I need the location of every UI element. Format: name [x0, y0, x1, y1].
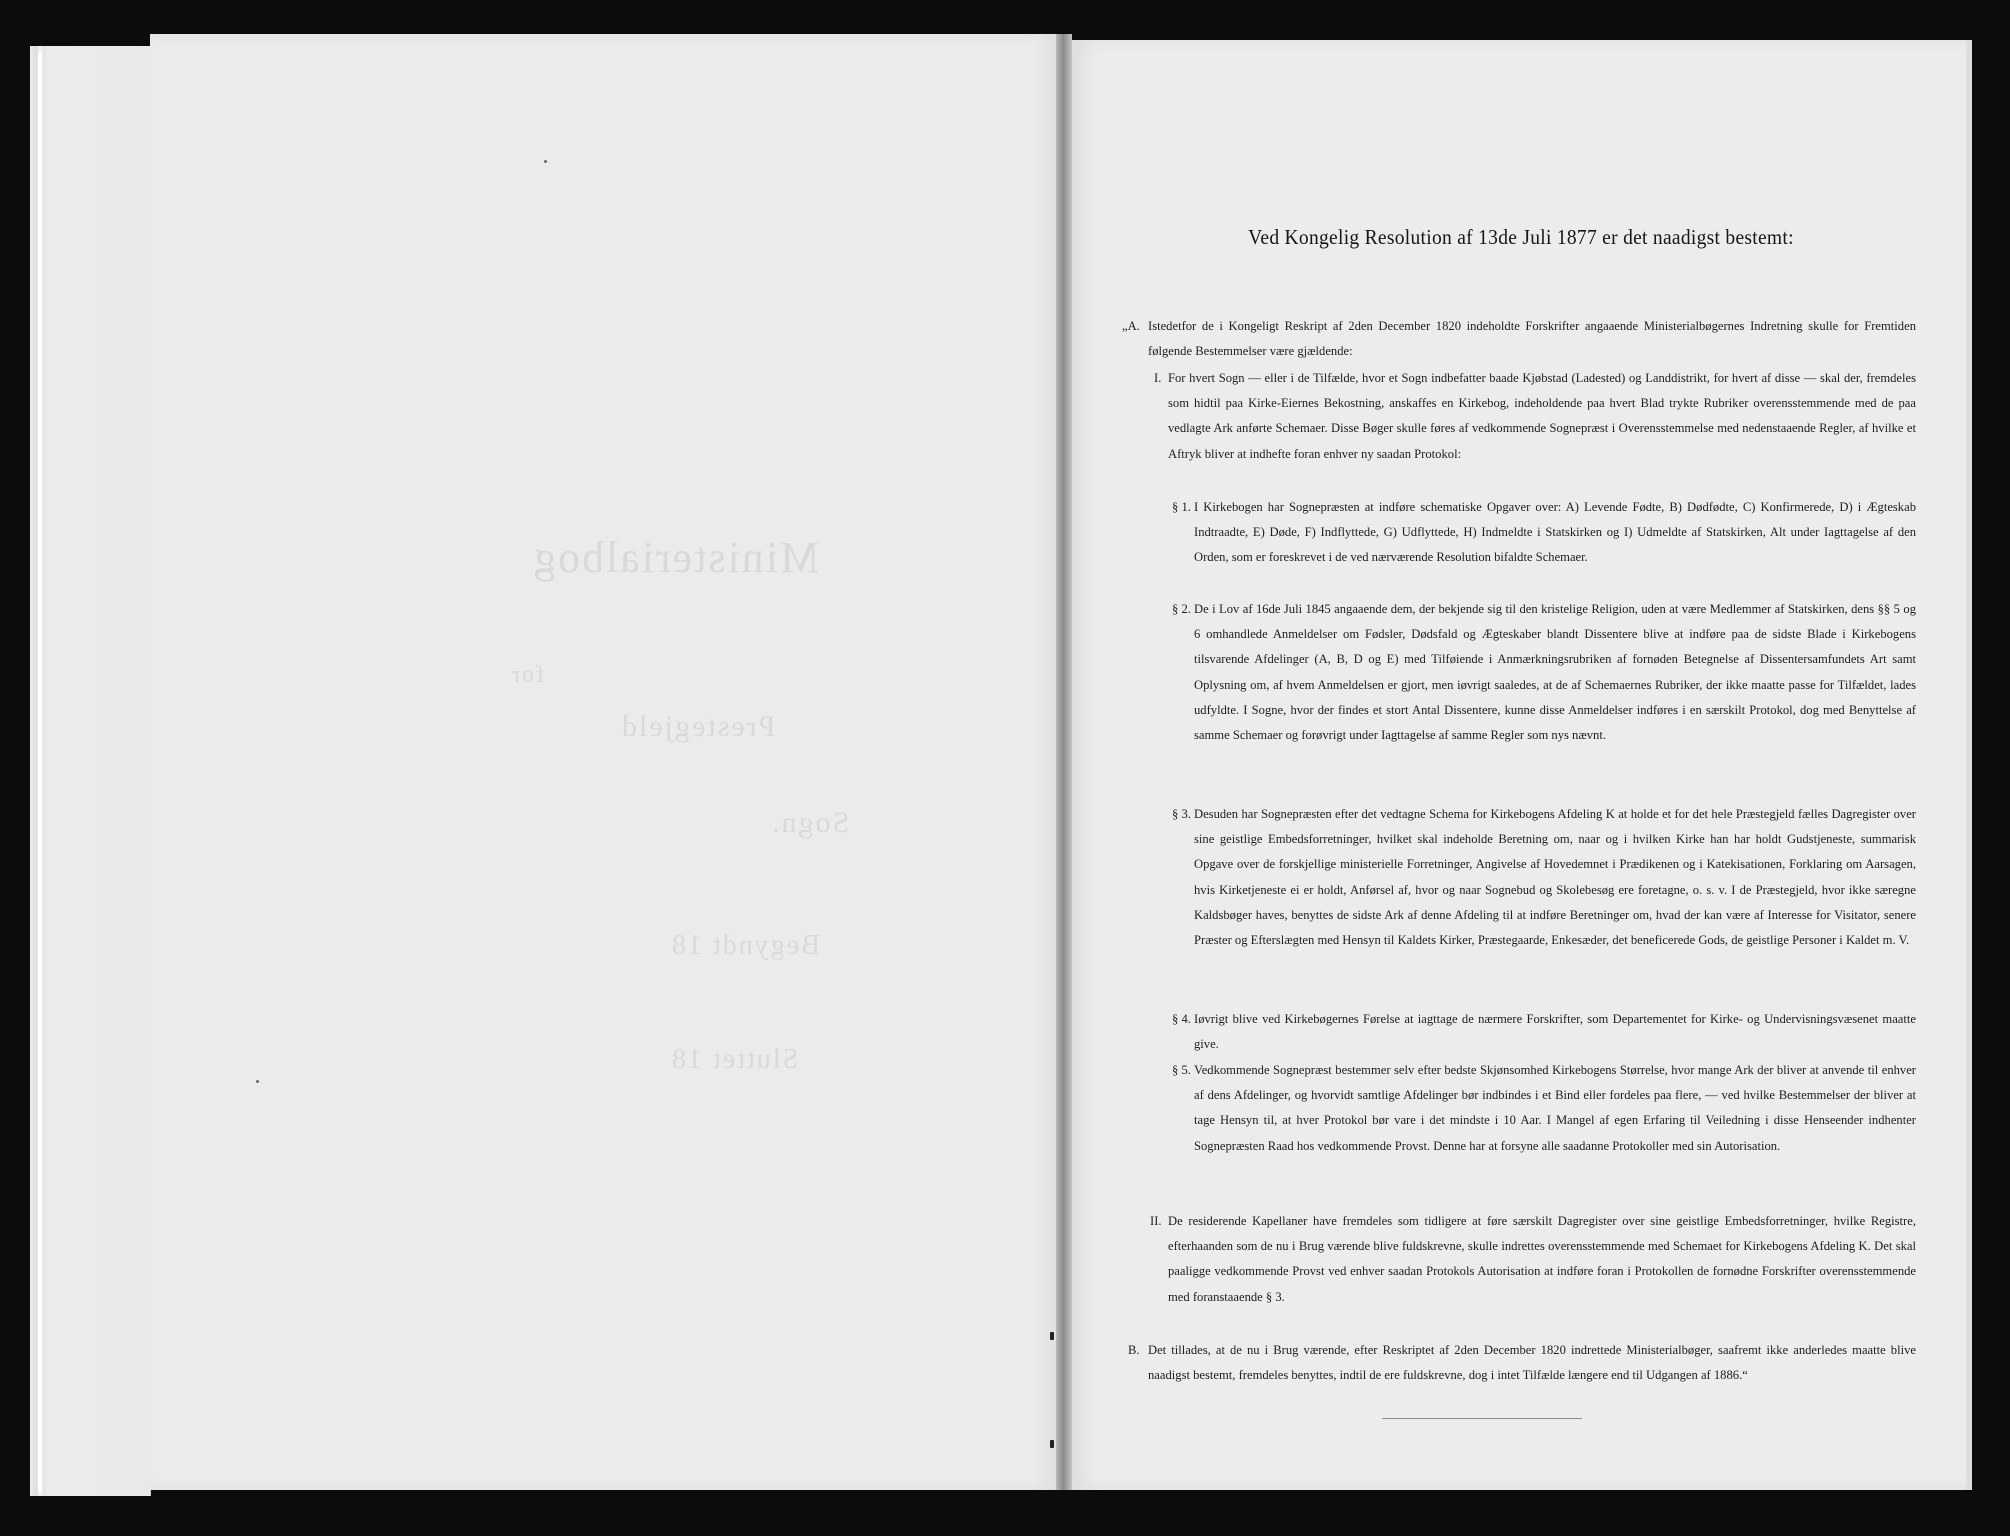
item-2 [1150, 1209, 1916, 1310]
paragraph-marker: § 4. [1172, 1012, 1191, 1026]
paragraph-marker: § 2. [1172, 602, 1191, 616]
binding-mark [1050, 1440, 1054, 1448]
page-title: Ved Kongelig Resolution af 13de Juli 1877 er det naadigst bestemt: [1248, 225, 1794, 249]
bleed-through-text: Ministerialbog [532, 533, 820, 582]
page-edge [1966, 40, 1972, 1490]
item-1 [1154, 366, 1916, 467]
bleed-through-text: Sluttet 18 [670, 1044, 799, 1075]
paragraph-marker: § 5. [1172, 1063, 1191, 1077]
paragraph-text: Desuden har Sognepræsten efter det vedtagne Schema for Kirkebogens Afdeling K at holde et for det hele Præstegjeld fælles Dagregister over sine geistlige Embedsforretninger, hvilket skal indeholde Beretning om, naar og i hvilken Kirke han har holdt Gudstjeneste, summarisk Opgave over de forskjellige ministerielle Forretninger, Angivelse af Hovedemnet i Prædikenen og i Katekisationen, Forklaring om Aarsagen, hvis Kirketjeneste ei er holdt, Anførsel af, hvor og naar Sognebud og Skolebesøg ere foretagne, o. s. v. I de Præstegjeld, hvor ikke særegne Kaldsbøger haves, benyttes de sidste Ark af denne Afdeling til at indføre Beretninger om, hvad der kan være af Interesse for Visitator, senere Præster og Efterslægten med Hensyn til Kaldets Kirker, Præstegaarde, Enkesæder, det beneficerede Gods, de geistlige Personer i Kaldet m. V. [1194, 807, 1916, 948]
paragraph-1 [1172, 495, 1916, 571]
book-cover-stack [30, 46, 151, 1496]
paragraph-text: De i Lov af 16de Juli 1845 angaaende dem, der bekjende sig til den kristelige Religion, uden at være Medlemmer af Statskirken, dens §§ 5 og 6 omhandlede Anmeldelser om Fødsler, Dødsfald og Ægteskaber blandt Dissentere blive at indføre paa de sidste Blade i Kirkebogens tilsvarende Afdelinger (A, B, D og E) med Tilføiende i Anmærkningsrubriken af fornøden Betegnelse af Dissentersamfundets Art samt Oplysning om, af hvem Anmeldelsen er gjort, men iøvrigt saaledes, at de af Schemaernes Rubriker, der ikke maatte passe for Tilfældet, lades udfyldte. I Sogne, hvor der findes et stort Antal Dissentere, kunne disse Anmeldelser indføres i en særskilt Protokol, dog med Benyttelse af samme Schemaer og forøvrigt under Iagttagelse af samme Regler som nys nævnt. [1194, 602, 1916, 743]
paragraph-text: I Kirkebogen har Sognepræsten at indføre schematiske Opgaver over: A) Levende Fødte, B) Dødfødte, C) Konfirmerede, D) i Ægteskab Indtraadte, E) Døde, F) Indflyttede, G) Udflyttede, H) Indmeldte i Statskirken og I) Udmeldte af Statskirken, Alt under Iagttagelse af den Orden, som er foreskrevet i de ved nærværende Resolution bifaldte Schemaer. [1194, 500, 1916, 565]
paragraph-4 [1172, 1007, 1916, 1057]
paragraph-text: Iøvrigt blive ved Kirkebøgernes Førelse at iagttage de nærmere Forskrifter, som Departementet for Kirke- og Undervisningsvæsenet maatte give. [1194, 1012, 1916, 1052]
section-b [1128, 1338, 1916, 1388]
bleed-through-text: Sogn. [770, 806, 850, 839]
right-page-text [1072, 40, 1970, 1490]
item-text: De residerende Kapellaner have fremdeles som tidligere at føre særskilt Dagregister over sine geistlige Embedsforretninger, hvilke Registre, efterhaanden som de nu i Brug værende blive fuldskrevne, skulle indrettes overensstemmende med Schemaet for Kirkebogens Afdeling K. Det skal paaligge vedkommende Provst ved enhver saadan Protokols Autorisation at indføre foran i Protokollen de fornødne Forskrifter overensstemmende med foranstaaende § 3. [1168, 1214, 1916, 1304]
paragraph-marker: § 3. [1172, 807, 1191, 821]
paper-speck [544, 160, 547, 163]
item-marker: II. [1150, 1214, 1162, 1228]
bleed-through-text: Prestegjeld [620, 710, 776, 743]
section-text: Det tillades, at de nu i Brug værende, efter Reskriptet af 2den December 1820 indrettede Ministerialbøger, saafremt ikke anderledes maatte blive naadigst bestemt, fremdeles benyttes, indtil de ere fuldskrevne, dog i intet Tilfælde længere end til Udgangen af 1886.“ [1148, 1343, 1916, 1383]
bleed-through-text: Begyndt 18 [670, 930, 820, 961]
left-page-blank [150, 34, 1056, 1490]
item-text: For hvert Sogn — eller i de Tilfælde, hvor et Sogn indbefatter baade Kjøbstad (Ladested) og Landdistrikt, for hvert af disse — skal der, fremdeles som hidtil paa Kirke-Eiernes Bekostning, anskaffes en Kirkebog, indeholdende paa hvert Blad trykte Rubriker overensstemmende med de paa vedlagte Ark anførte Schemaer. Disse Bøger skulle føres af vedkommende Sognepræst i Overensstemmelse med nedenstaaende Regler, af hvilke et Aftryk bliver at indhefte foran enhver ny saadan Protokol: [1168, 371, 1916, 461]
section-marker: B. [1128, 1343, 1140, 1357]
item-marker: I. [1154, 371, 1162, 385]
section-text: Istedetfor de i Kongeligt Reskript af 2den December 1820 indeholdte Forskrifter angaaende Ministerialbøgernes Indretning skulle for Fremtiden følgende Bestemmelser være gjældende: [1148, 319, 1916, 359]
section-marker: „A. [1122, 319, 1140, 333]
paragraph-text: Vedkommende Sognepræst bestemmer selv efter bedste Skjønsomhed Kirkebogens Størrelse, hvor mange Ark der bliver at anvende til enhver af dens Afdelinger, og hvorvidt samtlige Afdelinger bør indbindes i et Bind eller fordeles paa flere, — ved hvilke Bestemmelser der bliver at tage Hensyn til, at hver Protokol bør vare i det mindste i 10 Aar. I Mangel af egen Erfaring til Veiledning i disse Henseender indhenter Sognepræsten Raad hos vedkommende Provst. Denne har at forsyne alle saadanne Protokoller med sin Autorisation. [1194, 1063, 1916, 1153]
paragraph-marker: § 1. [1172, 500, 1191, 514]
closing-rule [1382, 1418, 1582, 1419]
paragraph-5 [1172, 1058, 1916, 1159]
section-a [1122, 314, 1916, 364]
paper-speck [256, 1080, 259, 1083]
paragraph-2 [1172, 597, 1916, 748]
paragraph-3 [1172, 802, 1916, 953]
page-edge-highlight [38, 52, 42, 1492]
book-gutter [1056, 34, 1072, 1490]
binding-mark [1050, 1332, 1054, 1340]
bleed-through-text: for [510, 662, 544, 688]
